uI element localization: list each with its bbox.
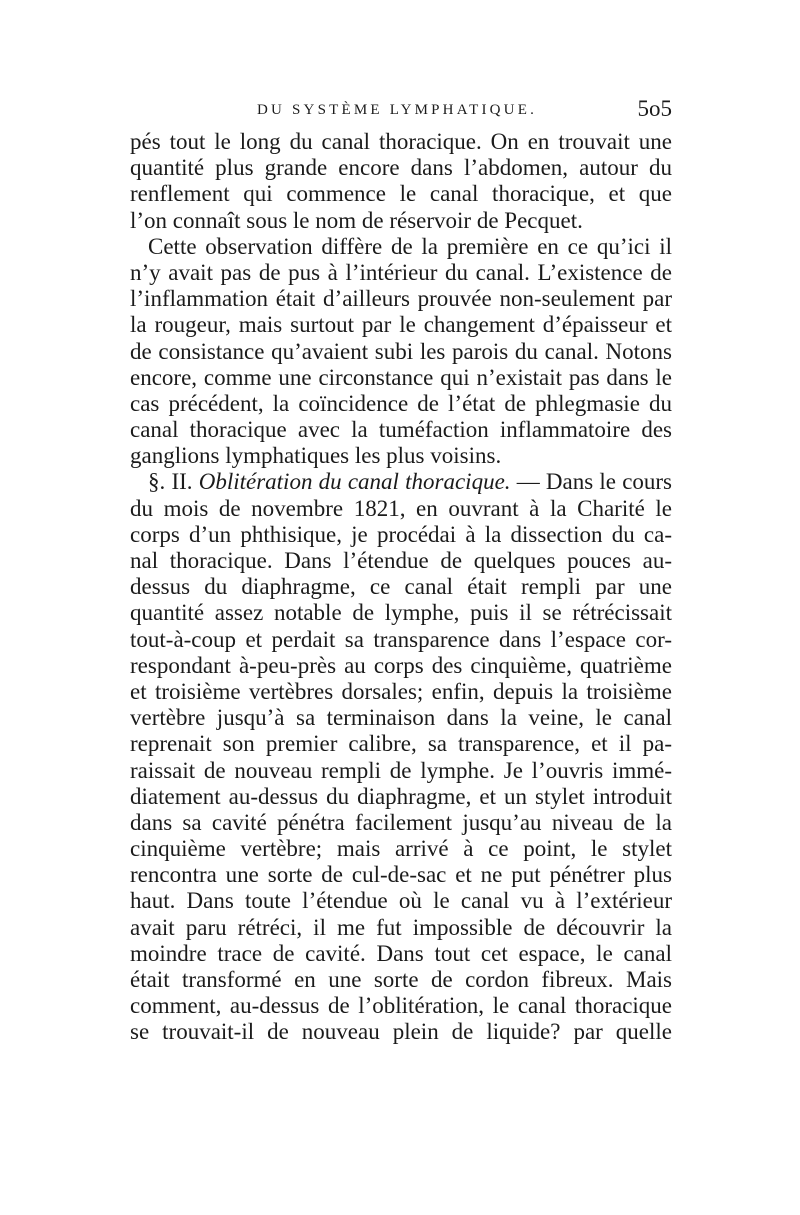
text-line: tout-à-coup et perdait sa transparence dans l’espace cor-	[130, 626, 672, 652]
text-line: du mois de novembre 1821, en ouvrant à la Charité le	[130, 495, 672, 521]
text-line: Cette observation diffère de la première en ce qu’ici il	[148, 233, 672, 259]
section-line-rest: — Dans le cours	[516, 469, 673, 495]
page-number: 5o5	[637, 96, 672, 121]
text-line: moindre trace de cavité. Dans tout cet espace, le canal	[130, 940, 672, 966]
text-line: l’on connaît sous le nom de réservoir de Pecquet.	[130, 207, 583, 233]
text-line: était transformé en une sorte de cordon fibreux. Mais	[130, 967, 672, 992]
text-line: canal thoracique avec la tuméfaction inflammatoire des	[130, 417, 672, 443]
text-line: dessus du diaphragme, ce canal était rempli par une	[130, 574, 672, 600]
text-line: reprenait son premier calibre, sa transparence, et il pa-	[130, 731, 672, 757]
text-line: cinquième vertèbre; mais arrivé à ce point, le stylet	[130, 836, 672, 862]
text-line: corps d’un phthisique, je procédai à la dissection du ca-	[130, 521, 672, 547]
text-line: nal thoracique. Dans l’étendue de quelques pouces au-	[130, 548, 672, 573]
text-line: ganglions lymphatiques les plus voisins.	[130, 443, 502, 469]
text-line: et troisième vertèbres dorsales; enfin, depuis la troisième	[130, 678, 672, 704]
text-line: quantité assez notable de lymphe, puis il se rétrécissait	[130, 600, 672, 626]
text-line: avait paru rétréci, il me fut impossible de découvrir la	[130, 914, 672, 940]
text-line: cas précédent, la coïncidence de l’état de phlegmasie du	[130, 390, 672, 416]
section-mark: §. II.	[148, 469, 193, 495]
text-line: haut. Dans toute l’étendue où le canal vu à l’extérieur	[130, 888, 672, 914]
text-line: quantité plus grande encore dans l’abdomen, autour du	[130, 155, 672, 181]
text-line: comment, au-dessus de l’oblitération, le canal thoracique	[130, 993, 672, 1019]
paragraph	[130, 234, 672, 470]
text-line: pés tout le long du canal thoracique. On en trouvait une	[130, 129, 672, 154]
text-line: dans sa cavité pénétra facilement jusqu’au niveau de la	[130, 809, 672, 835]
running-head-title: DU SYSTÈME LYMPHATIQUE.	[257, 102, 538, 118]
running-head	[130, 96, 672, 126]
text-line: la rougeur, mais surtout par le changement d’épaisseur et	[130, 312, 672, 338]
text-line: se trouvait-il de nouveau plein de liquide? par quelle	[130, 1019, 672, 1045]
text-line: l’inflammation était d’ailleurs prouvée non-seulement par	[130, 286, 672, 312]
text-line: encore, comme une circonstance qui n’existait pas dans le	[130, 364, 672, 390]
text-line: rencontra une sorte de cul-de-sac et ne put pénétrer plus	[130, 862, 672, 888]
text-line: de consistance qu’avaient subi les parois du canal. Notons	[130, 338, 672, 364]
text-line: raissait de nouveau rempli de lymphe. Je l’ouvris immé-	[130, 757, 672, 783]
paragraph	[130, 469, 672, 1045]
text-line: renflement qui commence le canal thoracique, et que	[130, 181, 672, 207]
text-line: diatement au-dessus du diaphragme, et un stylet introduit	[130, 783, 672, 809]
text-line: n’y avait pas de pus à l’intérieur du canal. L’existence de	[130, 259, 672, 285]
section-title: Oblitération du canal thoracique.	[198, 469, 511, 495]
body-text	[130, 129, 672, 1046]
text-line: vertèbre jusqu’à sa terminaison dans la veine, le canal	[130, 705, 672, 731]
paragraph	[130, 129, 672, 234]
section-heading-line	[130, 469, 672, 495]
text-line: respondant à-peu-près au corps des cinquième, quatrième	[130, 652, 672, 678]
